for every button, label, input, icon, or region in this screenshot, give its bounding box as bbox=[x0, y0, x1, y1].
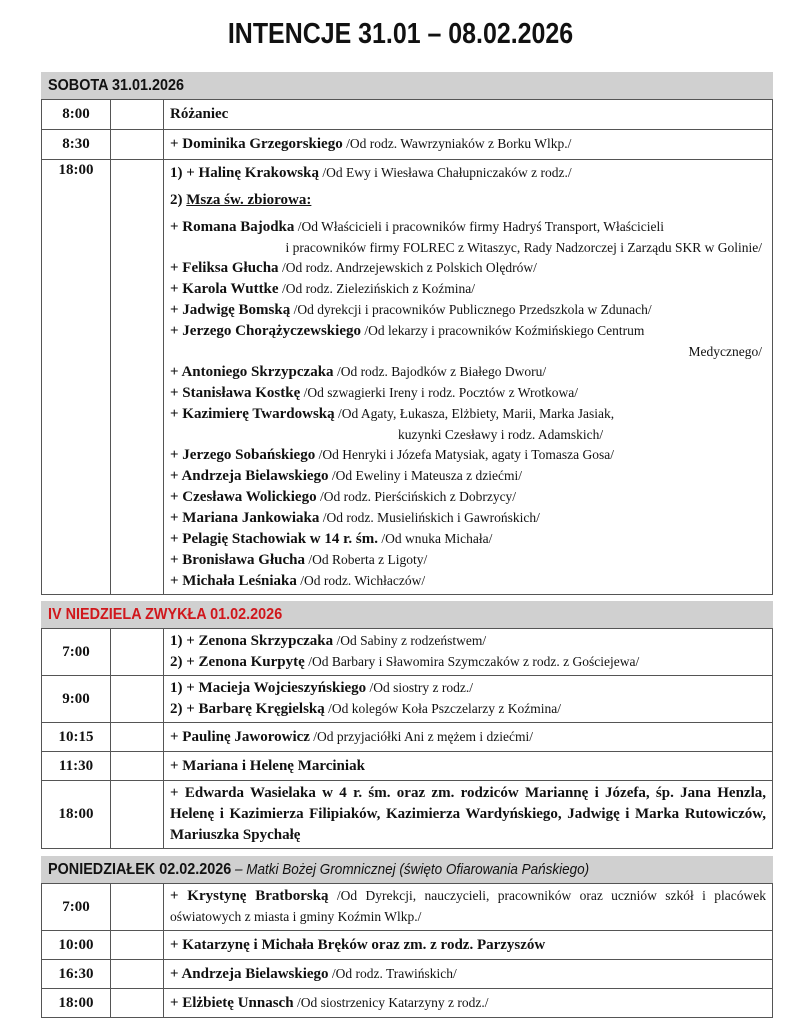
intention-cell: + Krystynę Bratborską /Od Dyrekcji, nauczycieli, pracowników oraz uczniów szkół i placówek oświatowych z miasta i gminy Koźmin Wlkp./ bbox=[164, 884, 773, 931]
empty-cell bbox=[111, 989, 164, 1018]
table-row bbox=[42, 960, 773, 989]
time-cell: 10:15 bbox=[42, 723, 111, 752]
intention-line: 1) + Macieja Wojcieszyńskiego /Od siostry z rodz./ bbox=[170, 680, 474, 696]
time-cell: 18:00 bbox=[42, 160, 111, 595]
intention-line: + Mariana Jankowiaka /Od rodz. Musielińskich i Gawrońskich/ bbox=[170, 510, 540, 526]
empty-cell bbox=[111, 884, 164, 931]
day-saturday bbox=[41, 72, 773, 595]
intentions-table bbox=[41, 628, 773, 849]
intention-line: + Jadwigę Bomską /Od dyrekcji i pracowników Publicznego Przedszkola w Zdunach/ bbox=[170, 302, 652, 318]
empty-cell bbox=[111, 960, 164, 989]
intention-line: + Karola Wuttke /Od rodz. Zielezińskich z Koźmina/ bbox=[170, 281, 475, 297]
table-row bbox=[42, 723, 773, 752]
intention-cell bbox=[164, 676, 773, 723]
page-title: INTENCJE 31.01 – 08.02.2026 bbox=[227, 18, 574, 50]
day-monday bbox=[41, 856, 773, 1018]
day-header: PONIEDZIAŁEK 02.02.2026 – Matki Bożej Gromnicznej (święto Ofiarowania Pańskiego) bbox=[41, 856, 773, 883]
intention-cell: + Katarzynę i Michała Bręków oraz zm. z rodz. Parzyszów bbox=[164, 931, 773, 960]
intention-cell bbox=[164, 160, 773, 595]
intention-line: + Antoniego Skrzypczaka /Od rodz. Bajodków z Białego Dworu/ bbox=[170, 364, 547, 380]
intention-continuation: kuzynki Czesławy i rodz. Adamskich/ bbox=[398, 427, 604, 442]
time-cell: 8:00 bbox=[42, 100, 111, 130]
table-row bbox=[42, 160, 773, 595]
table-row bbox=[42, 100, 773, 130]
intention-cell: + Elżbietę Unnasch /Od siostrzenicy Katarzyny z rodz./ bbox=[164, 989, 773, 1018]
intention-line: + Pelagię Stachowiak w 14 r. śm. /Od wnuka Michała/ bbox=[170, 531, 493, 547]
empty-cell bbox=[111, 676, 164, 723]
feast-note: – Matki Bożej Gromnicznej (święto Ofiarowania Pańskiego) bbox=[231, 861, 590, 878]
intentions-table bbox=[41, 99, 773, 595]
intention-continuation: Medycznego/ bbox=[688, 344, 762, 359]
table-row bbox=[42, 130, 773, 160]
intention-line: 1) + Halinę Krakowską /Od Ewy i Wiesława Chałupniczaków z rodz./ bbox=[170, 165, 572, 181]
intention-line: + Romana Bajodka /Od Właścicieli i pracowników firmy Hadryś Transport, Właścicieli bbox=[170, 219, 664, 235]
intention-line: 2) + Barbarę Kręgielską /Od kolegów Koła Pszczelarzy z Koźmina/ bbox=[170, 701, 561, 717]
intention-line: + Michała Leśniaka /Od rodz. Wichłaczów/ bbox=[170, 573, 426, 589]
intention-cell: Różaniec bbox=[164, 100, 773, 130]
intention-line: + Stanisława Kostkę /Od szwagierki Ireny i rodz. Pocztów z Wrotkowa/ bbox=[170, 385, 578, 401]
table-row bbox=[42, 629, 773, 676]
empty-cell bbox=[111, 160, 164, 595]
empty-cell bbox=[111, 752, 164, 781]
intentions-table bbox=[41, 883, 773, 1018]
time-cell: 18:00 bbox=[42, 781, 111, 849]
intention-line: + Feliksa Głucha /Od rodz. Andrzejewskich z Polskich Olędrów/ bbox=[170, 260, 537, 276]
empty-cell bbox=[111, 781, 164, 849]
intention-cell: + Andrzeja Bielawskiego /Od rodz. Trawińskich/ bbox=[164, 960, 773, 989]
intention-cell: + Paulinę Jaworowicz /Od przyjaciółki Ani z mężem i dziećmi/ bbox=[164, 723, 773, 752]
day-header: IV NIEDZIELA ZWYKŁA 01.02.2026 bbox=[41, 601, 773, 628]
intention-line: + Jerzego Sobańskiego /Od Henryki i Józefa Matysiak, agaty i Tomasza Gosa/ bbox=[170, 447, 614, 463]
time-cell: 7:00 bbox=[42, 884, 111, 931]
intention-cell bbox=[164, 629, 773, 676]
intention-line: + Kazimierę Twardowską /Od Agaty, Łukasza, Elżbiety, Marii, Marka Jasiak, bbox=[170, 406, 615, 422]
table-row bbox=[42, 781, 773, 849]
empty-cell bbox=[111, 931, 164, 960]
time-cell: 16:30 bbox=[42, 960, 111, 989]
intention-line: 2) + Zenona Kurpytę /Od Barbary i Sławomira Szymczaków z rodz. z Gościejewa/ bbox=[170, 654, 640, 670]
table-row bbox=[42, 931, 773, 960]
table-row bbox=[42, 884, 773, 931]
intention-cell: + Dominika Grzegorskiego /Od rodz. Wawrzyniaków z Borku Wlkp./ bbox=[164, 130, 773, 160]
intention-continuation: i pracowników firmy FOLREC z Witaszyc, Rady Nadzorczej i Zarządu SKR w Golinie/ bbox=[285, 240, 762, 255]
intention-cell: + Edwarda Wasielaka w 4 r. śm. oraz zm. rodziców Mariannę i Józefa, śp. Jana Henzla, Helenę i Kazimierza Filipiaków, Kazimierza Wardyńskiego, Jadwigę i Marka Rutowiczów, Mariuszka Spychałę bbox=[164, 781, 773, 849]
table-row bbox=[42, 676, 773, 723]
day-sunday bbox=[41, 601, 773, 849]
table-row bbox=[42, 989, 773, 1018]
empty-cell bbox=[111, 723, 164, 752]
time-cell: 11:30 bbox=[42, 752, 111, 781]
time-cell: 10:00 bbox=[42, 931, 111, 960]
time-cell: 18:00 bbox=[42, 989, 111, 1018]
time-cell: 7:00 bbox=[42, 629, 111, 676]
collective-mass-label: 2) Msza św. zbiorowa: bbox=[170, 192, 312, 208]
intention-line: 1) + Zenona Skrzypczaka /Od Sabiny z rodzeństwem/ bbox=[170, 633, 487, 649]
table-row bbox=[42, 752, 773, 781]
empty-cell bbox=[111, 130, 164, 160]
day-header: SOBOTA 31.01.2026 bbox=[41, 72, 773, 99]
intention-line: + Andrzeja Bielawskiego /Od Eweliny i Mateusza z dziećmi/ bbox=[170, 468, 522, 484]
intention-line: + Bronisława Głucha /Od Roberta z Ligoty/ bbox=[170, 552, 428, 568]
intention-line: + Czesława Wolickiego /Od rodz. Pierścińskich z Dobrzycy/ bbox=[170, 489, 517, 505]
collective-list bbox=[170, 217, 766, 592]
time-cell: 8:30 bbox=[42, 130, 111, 160]
empty-cell bbox=[111, 629, 164, 676]
empty-cell bbox=[111, 100, 164, 130]
intention-line: + Jerzego Chorążyczewskiego /Od lekarzy i pracowników Koźmińskiego Centrum bbox=[170, 323, 645, 339]
intention-cell: + Mariana i Helenę Marciniak bbox=[164, 752, 773, 781]
time-cell: 9:00 bbox=[42, 676, 111, 723]
